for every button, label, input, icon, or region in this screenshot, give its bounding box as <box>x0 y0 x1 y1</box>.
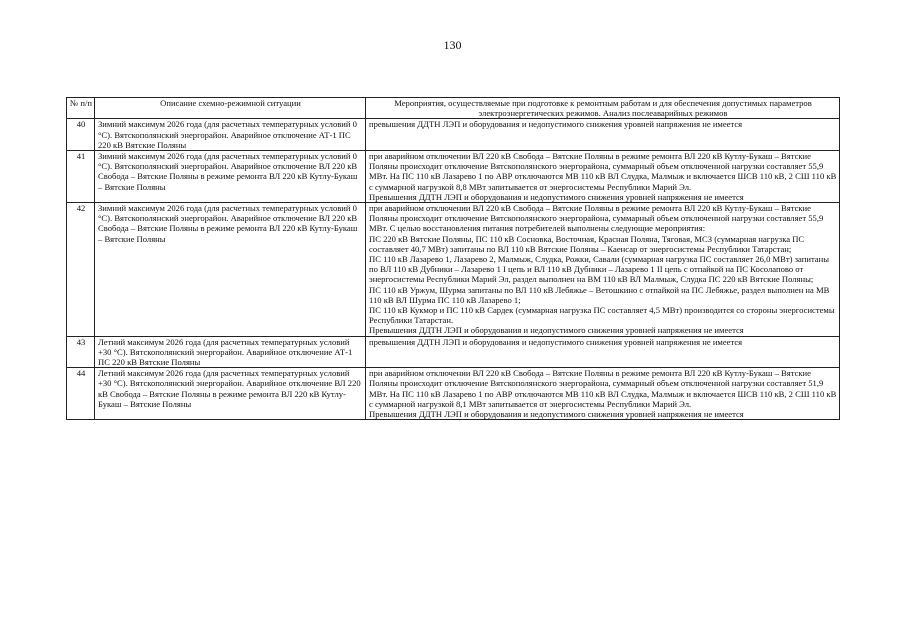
measure-paragraph: ПС 110 кВ Лазарево 1, Лазарево 2, Малмыж, Слудка, Рожки, Савали (суммарная нагрузка ПС составляет 26,0 МВт) запитаны по ВЛ 110 кВ Дубники – Лазарево 1 I цепь и ВЛ 110 кВ Дубники – Лазарево 1 II цепь с отпайкой на ПС Косолапово от энергосистемы Республики Марий Эл, раздел выполнен на ВМ 110 кВ ВЛ Малмыж, Слудка ПС 220 кВ Вятские Поляны; <box>369 254 829 285</box>
header-description: Описание схемно-режимной ситуации <box>95 98 366 119</box>
measure-paragraph: при аварийном отключении ВЛ 220 кВ Свобода – Вятские Поляны в режиме ремонта ВЛ 220 кВ Кутлу-Букаш – Вятские Поляны происходит отключение Вятскополянского энергорайона, суммарный объем отключенной нагрузки составляет 55,9 МВт. На ПС 110 кВ Лазарево 1 по АВР отключаются МВ 110 кВ ВЛ Слудка, Малмыж и включается ШСВ 110 кВ, 2 СШ 110 кВ с суммарной нагрузкой 8,8 МВт запитывается от энергосистемы Республики Марий Эл. <box>369 151 837 192</box>
table-row <box>67 203 840 337</box>
row-number: 43 <box>67 336 95 368</box>
table-row <box>67 151 840 203</box>
measure-paragraph: превышения ДДТН ЛЭП и оборудования и недопустимого снижения уровней напряжения не имеется <box>369 119 743 130</box>
header-number: № п/п <box>67 98 95 119</box>
page-number: 130 <box>443 38 462 52</box>
table-row <box>67 336 840 368</box>
table-row <box>67 368 840 420</box>
row-number: 42 <box>67 203 95 337</box>
measure-paragraph: при аварийном отключении ВЛ 220 кВ Свобода – Вятские Поляны в режиме ремонта ВЛ 220 кВ Кутлу-Букаш – Вятские Поляны происходит отключение Вятскополянского энергорайона, суммарный объем отключенной нагрузки составляет 51,9 МВт. На ПС 110 кВ Лазарево 1 по АВР отключаются МВ 110 кВ ВЛ Слудка, Малмыж и включается ШСВ 110 кВ, 2 СШ 110 кВ с суммарной нагрузкой 8,1 МВт запитывается от энергосистемы Республики Марий Эл. <box>369 368 837 409</box>
row-number: 41 <box>67 151 95 203</box>
row-description: Летний максимум 2026 года (для расчетных температурных условий +30 °С). Вятскополянский энергорайон. Аварийное отключение АТ-1 ПС 220 кВ Вятские Поляны <box>95 336 366 368</box>
row-description: Зимний максимум 2026 года (для расчетных температурных условий 0 °С). Вятскополянский энергорайон. Аварийное отключение ВЛ 220 кВ Свобода – Вятские Поляны в режиме ремонта ВЛ 220 кВ Кутлу-Букаш – Вятские Поляны <box>95 203 366 337</box>
measure-paragraph: Превышения ДДТН ЛЭП и оборудования и недопустимого снижения уровней напряжения не имеется <box>369 325 744 336</box>
measure-paragraph: превышения ДДТН ЛЭП и оборудования и недопустимого снижения уровней напряжения не имеется <box>369 336 743 347</box>
row-measures <box>366 368 840 420</box>
row-measures <box>366 119 840 151</box>
post-emergency-modes-table <box>66 97 840 420</box>
measure-paragraph: ПС 110 кВ Кукмор и ПС 110 кВ Сардек (суммарная нагрузка ПС составляет 4,5 МВт) производится со стороны энергосистемы Республики Татарстан. <box>369 305 835 326</box>
row-number: 40 <box>67 119 95 151</box>
row-description: Зимний максимум 2026 года (для расчетных температурных условий 0 °С). Вятскополянский энергорайон. Аварийное отключение ВЛ 220 кВ Свобода – Вятские Поляны в режиме ремонта ВЛ 220 кВ Кутлу-Букаш – Вятские Поляны <box>95 151 366 203</box>
row-measures <box>366 336 840 368</box>
measure-paragraph: при аварийном отключении ВЛ 220 кВ Свобода – Вятские Поляны в режиме ремонта ВЛ 220 кВ Кутлу-Букаш – Вятские Поляны происходит отключение Вятскополянского энергорайона, суммарный объем отключенной нагрузки составляет 55,9 МВт. С целью восстановления питания потребителей выполнены следующие мероприятия: <box>369 203 824 234</box>
measure-paragraph: Превышения ДДТН ЛЭП и оборудования и недопустимого снижения уровней напряжения не имеется <box>369 191 744 202</box>
row-measures <box>366 203 840 337</box>
measure-paragraph: ПС 220 кВ Вятские Поляны, ПС 110 кВ Сосновка, Восточная, Красная Поляна, Тяговая, МСЗ (суммарная нагрузка ПС составляет 40,7 МВт) запитаны по ВЛ 110 кВ Вятские Поляны – Каенсар от энергосистемы Республики Татарстан; <box>369 233 805 254</box>
row-number: 44 <box>67 368 95 420</box>
table-row <box>67 119 840 151</box>
table-header-row <box>67 98 840 119</box>
row-description: Летний максимум 2026 года (для расчетных температурных условий +30 °С). Вятскополянский энергорайон. Аварийное отключение ВЛ 220 кВ Свобода – Вятские Поляны в режиме ремонта ВЛ 220 кВ Кутлу-Букаш – Вятские Поляны <box>95 368 366 420</box>
header-measures: Мероприятия, осуществляемые при подготовке к ремонтным работам и для обеспечения допустимых параметров электроэнергетических режимов. Анализ послеаварийных режимов <box>366 98 840 119</box>
measure-paragraph: ПС 110 кВ Уржум, Шурма запитаны по ВЛ 110 кВ Лебяжье – Ветошкино с отпайкой на ПС Лебяжье, раздел выполнен на МВ 110 кВ ВЛ Шурма ПС 110 кВ Лазарево 1; <box>369 284 830 305</box>
row-measures <box>366 151 840 203</box>
measure-paragraph: Превышения ДДТН ЛЭП и оборудования и недопустимого снижения уровней напряжения не имеется <box>369 409 744 420</box>
row-description: Зимний максимум 2026 года (для расчетных температурных условий 0 °С). Вятскополянский энергорайон. Аварийное отключение АТ-1 ПС 220 кВ Вятские Поляны <box>95 119 366 151</box>
